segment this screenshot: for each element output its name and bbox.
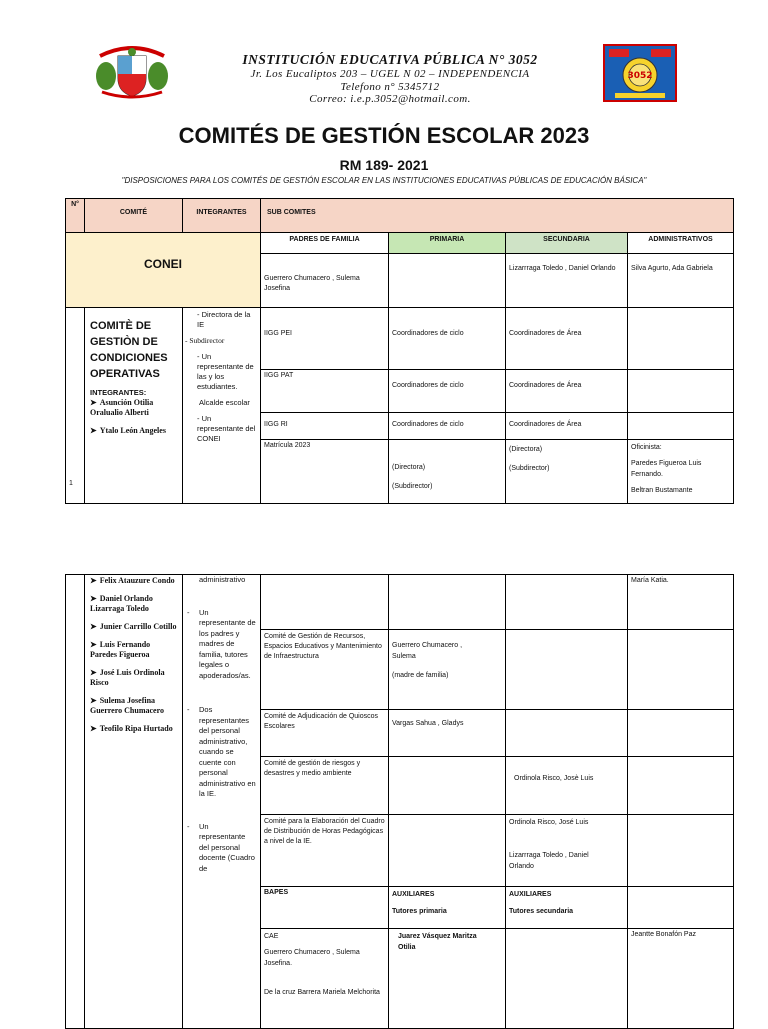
institution-phone: Telefono n° 5345712 [340, 81, 440, 93]
integrante-item: - Un representante de los padres y madres de familia, tutores legales o apoderados/as. [187, 607, 256, 680]
member-item: ➤ Teofilo Ripa Hurtado [90, 724, 173, 733]
subcomite-row: IIGG PAT [261, 370, 389, 413]
conei-label: CONEI [143, 257, 182, 271]
subcomite-secundaria: Ordinola Risco, José Luis Lizarrraga Toledo , Daniel Orlando [506, 815, 628, 887]
subcomite-secundaria [506, 710, 628, 757]
header-comite: COMITÉ [85, 199, 183, 233]
integrante-item: - Directora de la IE [197, 310, 251, 329]
conei-administrativos: Silva Agurto, Ada Gabriela [628, 254, 734, 308]
subcomite-row: IIGG RI [261, 413, 389, 440]
member-list [90, 576, 178, 734]
subcomite-row: Comité de Gestión de Recursos, Espacios Educativos y Mantenimiento de Infraestructura [261, 630, 389, 710]
conei-primaria [389, 254, 506, 308]
disposiciones-subtitle: "DISPOSICIONES PARA LOS COMITÉS DE GESTIÓN ESCOLAR EN LAS INSTITUCIONES EDUCATIVAS PÚBLICAS DE EDUCACIÓN BÁSICA" [121, 176, 647, 185]
comite-number-cell [66, 308, 85, 504]
subcomite-secundaria [506, 630, 628, 710]
comites-table-page1 [65, 198, 734, 504]
matricula-row: Matrícula 2023 [261, 440, 389, 504]
page2-adm-top: María Katia. [628, 575, 734, 630]
header-integrantes: INTEGRANTES [183, 199, 261, 233]
subcomite-primaria: Guerrero Chumacero , Sulema (madre de familia) [389, 630, 506, 710]
subcomite-adm [628, 815, 734, 887]
subcomite-primaria [389, 757, 506, 815]
page2-number-cell [66, 575, 85, 1029]
member-item: ➤ Felix Atauzure Condo [90, 576, 175, 585]
subcomite-empty [261, 575, 389, 630]
subcomite-adm [628, 630, 734, 710]
integrante-item: - Un representante de las y los estudiantes. [197, 352, 254, 391]
member-list [90, 398, 178, 436]
peru-coat-of-arms-logo [92, 42, 172, 102]
header-padres: PADRES DE FAMILIA [261, 233, 389, 254]
rm-number: RM 189- 2021 [339, 157, 429, 173]
subcomite-adm [628, 757, 734, 815]
integrante-item: - Un representante del CONEI [197, 414, 256, 443]
header-secundaria: SECUNDARIA [506, 233, 628, 254]
subcomite-secundaria [506, 929, 628, 1029]
header-sub-comites: SUB COMITES [261, 199, 734, 233]
member-item: ➤ Junier Carrillo Cotillo [90, 622, 177, 631]
integrante-item: - Un representante del personal docente (Cuadro de [187, 821, 255, 873]
subcomite-row: Comité de gestión de riesgos y desastres y medio ambiente [261, 757, 389, 815]
subcomite-empty [506, 575, 628, 630]
subcomite-row: Comité para la Elaboración del Cuadro de Distribución de Horas Pedagógicas a nivel de la IE. [261, 815, 389, 887]
member-item: ➤ Daniel Orlando Lizarraga Toledo [90, 594, 153, 613]
subcomite-row: IIGG PEI [261, 308, 389, 370]
comite-cell [85, 308, 183, 504]
subcomite-adm [628, 413, 734, 440]
comite-number: 1 [69, 480, 73, 487]
subcomite-secundaria: Ordinola Risco, Josè Luis [506, 757, 628, 815]
comite-title: COMITÈ DE GESTIÒN DE CONDICIONES OPERATIVAS [90, 320, 168, 380]
matricula-administrativos: Oficinista: Paredes Figueroa Luis Fernando. Beltran Bustamante [628, 440, 734, 504]
member-item: ➤ Sulema Josefina Guerrero Chumacero [90, 696, 164, 715]
subcomite-primaria: Coordinadores de ciclo [389, 308, 506, 370]
subcomite-row: Comité de Adjudicación de Quioscos Escolares [261, 710, 389, 757]
conei-padres: Guerrero Chumacero , Sulema Josefina [261, 254, 389, 308]
header-administrativos: ADMINISTRATIVOS [628, 233, 734, 254]
header-n: N° [66, 199, 85, 233]
subcomite-adm [628, 370, 734, 413]
member-item: ➤ Luis Fernando Paredes Figueroa [90, 640, 151, 659]
member-item: ➤ Asunción Otilia Oralualio Alberti [90, 398, 154, 417]
integrante-item: administrativo [199, 575, 246, 584]
header-primaria: PRIMARIA [389, 233, 506, 254]
conei-cell [66, 233, 261, 308]
subcomite-row: CAE Guerrero Chumacero , Sulema Josefina. De la cruz Barrera Mariela Melchorita [261, 929, 389, 1029]
conei-secundaria: Lizarrraga Toledo , Daniel Orlando [506, 254, 628, 308]
institution-email: Correo: i.e.p.3052@hotmail.com. [309, 93, 471, 105]
subcomite-adm [628, 887, 734, 929]
subcomite-secundaria: Coordinadores de Área [506, 308, 628, 370]
subcomite-primaria: Coordinadores de ciclo [389, 370, 506, 413]
integrante-item: - Dos representantes del personal administrativo, cuando se cuente con personal administrativo en la IE. [187, 705, 256, 798]
subcomite-secundaria: Coordinadores de Área [506, 370, 628, 413]
subcomite-primaria: AUXILIARES Tutores primaria [389, 887, 506, 929]
school-3052-logo [603, 44, 677, 102]
integrante-item: - Subdirector [185, 336, 225, 345]
page2-member-cell [85, 575, 183, 1029]
member-item: ➤ José Luis Ordinola Risco [90, 668, 165, 687]
institution-address: Jr. Los Eucaliptos 203 – UGEL N 02 – INDEPENDENCIA [250, 68, 530, 80]
subcomite-adm [628, 308, 734, 370]
institution-name: INSTITUCIÓN EDUCATIVA PÚBLICA N° 3052 [242, 52, 538, 67]
subcomite-secundaria: Coordinadores de Área [506, 413, 628, 440]
svg-text:3052: 3052 [627, 71, 653, 81]
integrante-item: Alcalde escolar [199, 398, 250, 407]
subcomite-adm: Jeantte Bonafón Paz [628, 929, 734, 1029]
page2-integrantes-cell [183, 575, 261, 1029]
subcomite-primaria: Juarez Vásquez Maritza Otilia [389, 929, 506, 1029]
subcomite-adm [628, 710, 734, 757]
subcomite-primaria [389, 815, 506, 887]
subcomite-primaria: Vargas Sahua , Gladys [389, 710, 506, 757]
integrantes-cell [183, 308, 261, 504]
subcomite-primaria: Coordinadores de ciclo [389, 413, 506, 440]
matricula-secundaria: (Directora) (Subdirector) [506, 440, 628, 504]
matricula-primaria: (Directora) (Subdirector) [389, 440, 506, 504]
subcomite-empty [389, 575, 506, 630]
member-item: ➤ Ytalo León Angeles [90, 426, 166, 435]
subcomite-secundaria: AUXILIARES Tutores secundaria [506, 887, 628, 929]
subcomite-row: BAPES [261, 887, 389, 929]
document-title: COMITÉS DE GESTIÓN ESCOLAR 2023 [178, 123, 590, 148]
integrantes-label: INTEGRANTES: [90, 388, 147, 397]
comites-table-page2 [65, 574, 734, 1029]
